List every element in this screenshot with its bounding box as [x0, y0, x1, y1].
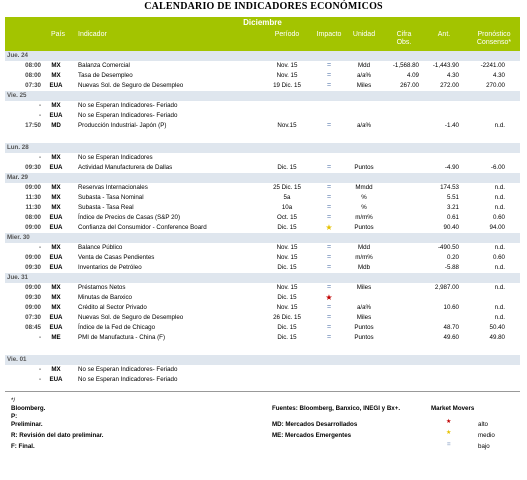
header-indicador: Indicador [78, 31, 107, 38]
previous-cell: 48.70 [443, 324, 459, 331]
date-label: Mier. 30 [7, 234, 30, 241]
equals-icon: = [326, 204, 332, 211]
legend-medio: medio [478, 432, 495, 439]
country-cell: EUA [49, 324, 63, 331]
unit-cell: Puntos [354, 324, 374, 331]
table-row [5, 323, 520, 333]
header-cifra: Cifra Obs. [396, 31, 412, 46]
table-row [5, 61, 520, 71]
period-cell: 25 Dic. 15 [273, 184, 301, 191]
equals-icon: = [326, 214, 332, 221]
time-cell: - [38, 366, 41, 373]
table-row [5, 81, 520, 91]
forecast-cell: -6.00 [490, 164, 505, 171]
period-cell: 10a [281, 204, 293, 211]
unit-cell: Puntos [354, 164, 374, 171]
period-cell: Dic. 15 [277, 324, 297, 331]
country-cell: EUA [49, 264, 63, 271]
unit-cell: m/m% [355, 254, 373, 261]
table-row [5, 163, 520, 173]
indicator-cell: Subasta - Tasa Nominal [78, 194, 144, 201]
forecast-cell: n.d. [494, 284, 505, 291]
footnote-bloomberg: Bloomberg. [11, 405, 46, 412]
period-cell: Nov. 15 [276, 304, 298, 311]
date-label: Lun. 28 [7, 144, 29, 151]
indicator-cell: Balance Público [78, 244, 123, 251]
unit-cell: Miles [356, 314, 372, 321]
indicator-cell: PMI de Manufactura - China (F) [78, 334, 165, 341]
table-row [5, 111, 520, 121]
time-cell: 09:00 [25, 184, 41, 191]
period-cell: Dic. 15 [277, 264, 297, 271]
indicator-cell: Nuevas Sol. de Seguro de Desempleo [78, 82, 184, 89]
time-cell: - [38, 112, 41, 119]
unit-cell: Miles [356, 284, 372, 291]
previous-cell: -1,443.90 [432, 62, 459, 69]
country-cell: MX [51, 194, 61, 201]
equals-icon: = [326, 184, 332, 191]
equals-icon: = [326, 194, 332, 201]
table-row [5, 243, 520, 253]
indicator-cell: Reservas Internacionales [78, 184, 148, 191]
unit-cell: Miles [356, 82, 372, 89]
time-cell: 09:00 [25, 224, 41, 231]
time-cell: 09:30 [25, 294, 41, 301]
period-cell: 19 Dic. 15 [273, 82, 301, 89]
date-label: Vie. 25 [7, 92, 27, 99]
date-row [5, 233, 520, 243]
forecast-cell: 49.80 [489, 334, 505, 341]
market-movers-title: Market Movers [431, 405, 475, 412]
table-row [5, 283, 520, 293]
observed-cell: 267.00 [400, 82, 419, 89]
date-label: Jue. 31 [7, 274, 28, 281]
period-cell: Nov.15 [277, 122, 297, 129]
indicator-cell: No se Esperan Indicadores- Feriado [78, 366, 178, 373]
forecast-cell: 0.60 [492, 214, 505, 221]
forecast-cell: -2241.00 [480, 62, 505, 69]
unit-cell: Mdd [357, 62, 371, 69]
forecast-cell: 50.40 [489, 324, 505, 331]
legend-me: ME: Mercados Emergentes [272, 432, 352, 439]
previous-cell: 0.20 [446, 254, 459, 261]
period-cell: Dic. 15 [277, 224, 297, 231]
period-cell: Nov. 15 [276, 244, 298, 251]
date-label: Mar. 29 [7, 174, 28, 181]
table-row [5, 101, 520, 111]
yellow-star-icon: ★ [446, 429, 452, 436]
equals-icon: = [326, 284, 332, 291]
date-label: Jue. 24 [7, 52, 28, 59]
unit-cell: % [361, 204, 367, 211]
header-periodo: Período [274, 31, 300, 38]
previous-cell: -4.90 [444, 164, 459, 171]
red-star-icon: ★ [446, 418, 452, 425]
row-spacer [5, 343, 520, 355]
period-cell: Dic. 15 [277, 294, 297, 301]
period-cell: Nov. 15 [276, 62, 298, 69]
unit-cell: % [361, 194, 367, 201]
unit-cell: Puntos [354, 334, 374, 341]
indicator-cell: Índice de Precios de Casas (S&P 20) [78, 214, 181, 221]
previous-cell: -1.40 [444, 122, 459, 129]
country-cell: MX [51, 366, 61, 373]
table-row [5, 223, 520, 233]
time-cell: 09:30 [25, 164, 41, 171]
time-cell: 07:30 [25, 314, 41, 321]
previous-cell: 0.61 [446, 214, 459, 221]
footnote-p: P: [11, 413, 18, 420]
country-cell: MX [51, 154, 61, 161]
row-spacer [5, 131, 520, 143]
country-cell: ME [51, 334, 61, 341]
observed-cell: 4.09 [406, 72, 419, 79]
indicator-cell: Minutas de Banxico [78, 294, 132, 301]
time-cell: - [38, 376, 41, 383]
indicator-cell: Préstamos Netos [78, 284, 126, 291]
forecast-cell: n.d. [494, 244, 505, 251]
legend-alto: alto [478, 421, 488, 428]
footnote-preliminar: Preliminar. [11, 421, 43, 428]
country-cell: EUA [49, 164, 63, 171]
time-cell: 17:50 [25, 122, 41, 129]
date-row [5, 51, 520, 61]
table-header [5, 29, 520, 51]
forecast-cell: n.d. [494, 184, 505, 191]
country-cell: EUA [49, 82, 63, 89]
previous-cell: 2,987.00 [434, 284, 459, 291]
indicator-cell: No se Esperan Indicadores- Feriado [78, 102, 178, 109]
table-row [5, 183, 520, 193]
unit-cell: a/a% [356, 304, 372, 311]
date-label: Vie. 01 [7, 356, 27, 363]
time-cell: 09:00 [25, 284, 41, 291]
time-cell: 08:00 [25, 72, 41, 79]
country-cell: MX [51, 204, 61, 211]
country-cell: MX [51, 244, 61, 251]
period-cell: Nov. 15 [276, 72, 298, 79]
previous-cell: -490.50 [438, 244, 459, 251]
period-cell: Nov. 15 [276, 284, 298, 291]
footnote-asterisk: */ [11, 397, 16, 404]
time-cell: 09:00 [25, 304, 41, 311]
country-cell: MX [51, 102, 61, 109]
equals-icon: = [326, 304, 332, 311]
indicator-cell: Venta de Casas Pendientes [78, 254, 155, 261]
indicator-table [5, 51, 520, 385]
indicator-cell: No se Esperan Indicadores [78, 154, 153, 161]
time-cell: - [38, 102, 41, 109]
time-cell: 08:00 [25, 62, 41, 69]
time-cell: 08:45 [25, 324, 41, 331]
header-unidad: Unidad [352, 31, 376, 38]
country-cell: EUA [49, 214, 63, 221]
unit-cell: m/m% [355, 214, 373, 221]
previous-cell: 90.40 [443, 224, 459, 231]
forecast-cell: n.d. [494, 122, 505, 129]
period-cell: Oct. 15 [277, 214, 297, 221]
previous-cell: 3.21 [446, 204, 459, 211]
previous-cell: 5.51 [446, 194, 459, 201]
time-cell: 09:30 [25, 264, 41, 271]
table-row [5, 303, 520, 313]
country-cell: MX [51, 72, 61, 79]
unit-cell: Mdb [357, 264, 371, 271]
sources: Fuentes: Bloomberg, Banxico, INEGI y Bx+. [272, 405, 401, 412]
yellow-star-icon: ★ [325, 223, 333, 232]
table-row [5, 313, 520, 323]
period-cell: 5a [283, 194, 291, 201]
country-cell: EUA [49, 224, 63, 231]
previous-cell: 49.60 [443, 334, 459, 341]
header-impacto: Impacto [316, 31, 342, 38]
equals-icon: = [326, 62, 332, 69]
table-row [5, 203, 520, 213]
country-cell: EUA [49, 314, 63, 321]
indicator-cell: No se Esperan Indicadores- Feriado [78, 376, 178, 383]
previous-cell: 4.30 [446, 72, 459, 79]
equals-icon: = [447, 441, 451, 448]
time-cell: 09:00 [25, 254, 41, 261]
equals-icon: = [326, 264, 332, 271]
previous-cell: -5.88 [444, 264, 459, 271]
country-cell: MD [51, 122, 61, 129]
forecast-cell: n.d. [494, 304, 505, 311]
indicator-cell: Actividad Manufacturera de Dallas [78, 164, 173, 171]
forecast-cell: n.d. [494, 194, 505, 201]
legend-bajo: bajo [478, 443, 490, 450]
country-cell: EUA [49, 376, 63, 383]
country-cell: MX [51, 184, 61, 191]
date-row [5, 91, 520, 101]
date-row [5, 355, 520, 365]
time-cell: 11:30 [25, 204, 41, 211]
country-cell: EUA [49, 254, 63, 261]
country-cell: MX [51, 62, 61, 69]
indicator-cell: No se Esperan Indicadores- Feriado [78, 112, 178, 119]
equals-icon: = [326, 164, 332, 171]
month-banner: Diciembre [5, 17, 520, 29]
indicator-cell: Producción Industrial- Japón (P) [78, 122, 167, 129]
table-row [5, 153, 520, 163]
table-row [5, 365, 520, 375]
indicator-cell: Inventarios de Petróleo [78, 264, 142, 271]
time-cell: - [38, 244, 41, 251]
time-cell: - [38, 154, 41, 161]
table-row [5, 121, 520, 131]
period-cell: Dic. 15 [277, 334, 297, 341]
indicator-cell: Crédito al Sector Privado [78, 304, 147, 311]
table-row [5, 375, 520, 385]
forecast-cell: n.d. [494, 314, 505, 321]
previous-cell: 10.60 [443, 304, 459, 311]
legend-md: MD: Mercados Desarrollados [272, 421, 358, 428]
indicator-cell: Confianza del Consumidor - Conference Board [78, 224, 207, 231]
table-row [5, 213, 520, 223]
equals-icon: = [326, 254, 332, 261]
equals-icon: = [326, 82, 332, 89]
indicator-cell: Nuevas Sol. de Seguro de Desempleo [78, 314, 184, 321]
time-cell: - [38, 334, 41, 341]
date-row [5, 273, 520, 283]
forecast-cell: 270.00 [486, 82, 505, 89]
previous-cell: 272.00 [440, 82, 459, 89]
time-cell: 07:30 [25, 82, 41, 89]
header-pronostico: Pronóstico Consenso* [476, 31, 512, 46]
forecast-cell: 94.00 [489, 224, 505, 231]
table-row [5, 193, 520, 203]
country-cell: MX [51, 294, 61, 301]
equals-icon: = [326, 324, 332, 331]
previous-cell: 174.53 [440, 184, 459, 191]
table-row [5, 333, 520, 343]
forecast-cell: n.d. [494, 204, 505, 211]
table-row [5, 263, 520, 273]
footer [5, 391, 520, 480]
country-cell: EUA [49, 112, 63, 119]
equals-icon: = [326, 334, 332, 341]
unit-cell: a/a% [356, 122, 372, 129]
country-cell: MX [51, 304, 61, 311]
table-row [5, 71, 520, 81]
forecast-cell: 4.30 [492, 72, 505, 79]
date-row [5, 143, 520, 153]
country-cell: MX [51, 284, 61, 291]
date-row [5, 173, 520, 183]
page-title: CALENDARIO DE INDICADORES ECONÓMICOS [144, 1, 383, 12]
forecast-cell: 0.60 [492, 254, 505, 261]
footnote-final: F: Final. [11, 443, 35, 450]
time-cell: 11:30 [25, 194, 41, 201]
indicator-cell: Subasta - Tasa Real [78, 204, 134, 211]
table-row [5, 293, 520, 303]
equals-icon: = [326, 314, 332, 321]
period-cell: 26 Dic. 15 [273, 314, 301, 321]
equals-icon: = [326, 122, 332, 129]
equals-icon: = [326, 244, 332, 251]
observed-cell: -1,568.80 [392, 62, 419, 69]
period-cell: Dic. 15 [277, 164, 297, 171]
footnote-revision: R: Revisión del dato preliminar. [11, 432, 104, 439]
unit-cell: a/a% [356, 72, 372, 79]
period-cell: Nov. 15 [276, 254, 298, 261]
indicator-cell: Índice de la Fed de Chicago [78, 324, 156, 331]
unit-cell: Mmdd [355, 184, 373, 191]
indicator-cell: Tasa de Desempleo [78, 72, 133, 79]
red-star-icon: ★ [325, 293, 333, 302]
forecast-cell: n.d. [494, 264, 505, 271]
unit-cell: Mdd [357, 244, 371, 251]
indicator-cell: Balanza Comercial [78, 62, 130, 69]
unit-cell: Puntos [354, 224, 374, 231]
table-row [5, 253, 520, 263]
header-ant: Ant. [437, 31, 451, 38]
header-pais: País [51, 31, 66, 38]
time-cell: 08:00 [25, 214, 41, 221]
equals-icon: = [326, 72, 332, 79]
